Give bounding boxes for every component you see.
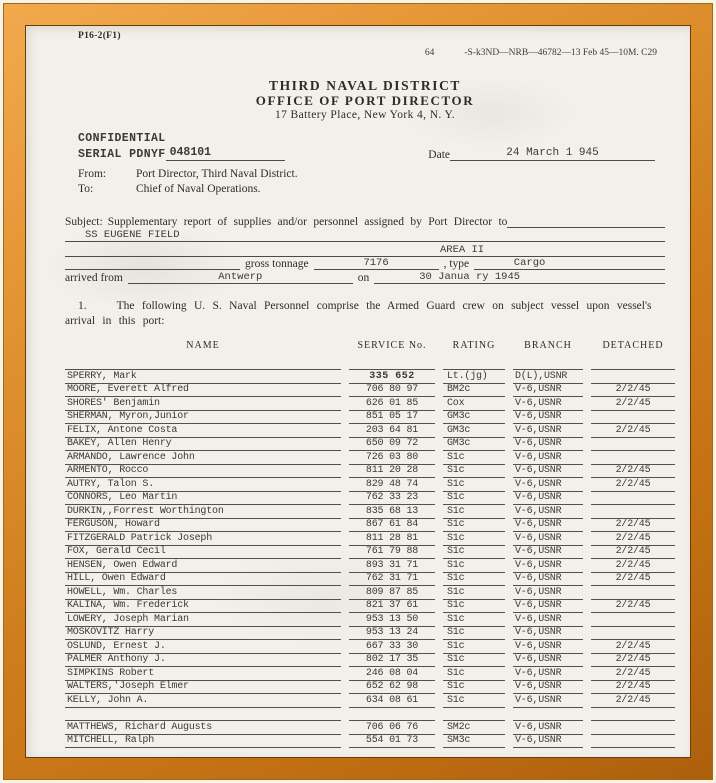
- cell-service-no: 706 06 76: [349, 721, 435, 735]
- cell-detached: [591, 626, 675, 640]
- table-row: [65, 626, 665, 640]
- cell-rating: S1c: [443, 545, 505, 559]
- cell-service-no: 726 03 80: [349, 451, 435, 465]
- table-row: [65, 464, 665, 478]
- cell-detached: [591, 370, 675, 384]
- cell-rating: S1c: [443, 478, 505, 492]
- table-row: [65, 545, 665, 559]
- subject-block: [65, 214, 665, 284]
- cell-detached: 2/2/45: [591, 572, 675, 586]
- table-row: [65, 437, 665, 451]
- cell-branch: V-6,USNR: [513, 694, 583, 708]
- cell-detached: 2/2/45: [591, 640, 675, 654]
- cell-service-no: 851 05 17: [349, 410, 435, 424]
- table-row: [65, 518, 665, 532]
- cell-rating: S1c: [443, 626, 505, 640]
- col-header-branch: BRANCH: [524, 340, 572, 351]
- type-label: , type: [443, 258, 470, 270]
- cell-rating: S1c: [443, 653, 505, 667]
- cell-branch: [513, 707, 583, 721]
- vessel-line: [65, 228, 665, 243]
- cell-detached: [591, 356, 675, 370]
- cell-rating: [443, 707, 505, 721]
- cell-name: MOSKOVITZ Harry: [65, 626, 341, 640]
- cell-rating: S1c: [443, 464, 505, 478]
- cell-service-no: 335 652: [349, 370, 435, 384]
- cell-branch: [513, 755, 583, 759]
- cell-service-no: 634 08 61: [349, 694, 435, 708]
- subject-line: [65, 214, 665, 228]
- cell-rating: S1c: [443, 532, 505, 546]
- cell-name: KELLY, John A.: [65, 694, 341, 708]
- serial-number: 048101: [166, 146, 285, 161]
- personnel-table-header: [65, 340, 665, 351]
- office-name: OFFICE OF PORT DIRECTOR: [255, 93, 475, 108]
- to-line: [78, 182, 665, 197]
- document-paper: [25, 25, 691, 758]
- cell-detached: [591, 707, 675, 721]
- cell-name: HOWELL, Wm. Charles: [65, 586, 341, 600]
- cell-service-no: 811 28 81: [349, 532, 435, 546]
- table-row: [65, 653, 665, 667]
- area-line: [65, 242, 665, 257]
- cell-rating: S1c: [443, 491, 505, 505]
- table-row: [65, 694, 665, 708]
- cell-branch: V-6,USNR: [513, 545, 583, 559]
- cell-name: DURKIN,,Forrest Worthington: [65, 505, 341, 519]
- table-row: [65, 559, 665, 573]
- cell-detached: 2/2/45: [591, 694, 675, 708]
- cell-branch: V-6,USNR: [513, 478, 583, 492]
- cell-rating: GM3c: [443, 437, 505, 451]
- paragraph-1-number: 1.: [78, 299, 87, 312]
- cell-detached: 2/2/45: [591, 559, 675, 573]
- cell-detached: 2/2/45: [591, 383, 675, 397]
- cell-name: ARMANDO, Lawrence John: [65, 451, 341, 465]
- cell-detached: 2/2/45: [591, 518, 675, 532]
- cell-detached: 2/2/45: [591, 532, 675, 546]
- cell-rating: BM2c: [443, 383, 505, 397]
- col-header-rating: RATING: [452, 340, 496, 351]
- cell-service-no: 626 01 85: [349, 397, 435, 411]
- cell-service-no: 811 20 28: [349, 464, 435, 478]
- cell-detached: [591, 437, 675, 451]
- cell-name: [65, 707, 341, 721]
- cell-rating: SM3c: [443, 734, 505, 748]
- subject-label: Subject:: [65, 215, 103, 228]
- cell-name: CONNORS, Leo Martin: [65, 491, 341, 505]
- cell-service-no: 762 33 23: [349, 491, 435, 505]
- table-row: [65, 586, 665, 600]
- cell-branch: D(L),USNR: [513, 370, 583, 384]
- personnel-rows: [65, 356, 665, 758]
- subject-fill-rule: [507, 213, 665, 228]
- table-row: [65, 356, 665, 370]
- print-code: -S-k3ND—NRB—46782—13 Feb 45—10M. C29: [464, 48, 657, 58]
- cell-service-no: [349, 755, 435, 759]
- cell-name: MITCHELL, Ralph: [65, 734, 341, 748]
- table-row: [65, 383, 665, 397]
- cell-name: ARMENTO, Rocco: [65, 464, 341, 478]
- gross-tonnage-value: 7176: [363, 257, 389, 269]
- cell-rating: S1c: [443, 518, 505, 532]
- from-to-block: [78, 167, 665, 196]
- cell-detached: [591, 586, 675, 600]
- cell-name: SIMPKINS Robert: [65, 667, 341, 681]
- cell-detached: 2/2/45: [591, 545, 675, 559]
- date-value: 24 March 1 945: [450, 147, 655, 161]
- cell-name: HENSEN, Owen Edward: [65, 559, 341, 573]
- table-row: [65, 410, 665, 424]
- cell-rating: S1c: [443, 572, 505, 586]
- cell-branch: V-6,USNR: [513, 464, 583, 478]
- cell-rating: Cox: [443, 397, 505, 411]
- cell-detached: [591, 505, 675, 519]
- cell-detached: 2/2/45: [591, 397, 675, 411]
- cell-branch: V-6,USNR: [513, 626, 583, 640]
- cell-name: SHORES' Benjamin: [65, 397, 341, 411]
- cell-branch: V-6,USNR: [513, 653, 583, 667]
- cell-service-no: 953 13 24: [349, 626, 435, 640]
- cell-rating: S1c: [443, 680, 505, 694]
- cell-branch: V-6,USNR: [513, 532, 583, 546]
- type-value: Cargo: [513, 257, 546, 269]
- to-label: To:: [78, 182, 94, 195]
- cell-name: FITZGERALD Patrick Joseph: [65, 532, 341, 546]
- cell-name: OSLUND, Ernest J.: [65, 640, 341, 654]
- cell-branch: V-6,USNR: [513, 572, 583, 586]
- cell-name: PALMER Anthony J.: [65, 653, 341, 667]
- cell-branch: V-6,USNR: [513, 397, 583, 411]
- table-row: [65, 532, 665, 546]
- cell-detached: 2/2/45: [591, 653, 675, 667]
- table-row: [65, 572, 665, 586]
- col-header-service: SERVICE No.: [357, 340, 427, 351]
- table-row: [65, 613, 665, 627]
- subject-text: Supplementary report of supplies and/or personnel assigned by Port Director to: [107, 215, 508, 228]
- from-label: From:: [78, 168, 107, 180]
- tonnage-line: [65, 257, 665, 271]
- cell-detached: [591, 721, 675, 735]
- cell-branch: V-6,USNR: [513, 599, 583, 613]
- cell-branch: V-6,USNR: [513, 586, 583, 600]
- tonnage-lead-rule: [65, 256, 240, 271]
- table-row: [65, 707, 665, 721]
- cell-rating: S1c: [443, 640, 505, 654]
- cell-name: FOX, Gerald Cecil: [65, 545, 341, 559]
- cell-service-no: 706 80 97: [349, 383, 435, 397]
- cell-name: [65, 356, 341, 370]
- from-line: [78, 167, 665, 182]
- table-row: [65, 397, 665, 411]
- cell-name: LOWERY, Joseph Marian: [65, 613, 341, 627]
- cell-rating: SM2c: [443, 721, 505, 735]
- type-rule: [474, 256, 665, 271]
- cell-name: MATTHEWS, Richard Augusts: [65, 721, 341, 735]
- arrived-line: [65, 270, 665, 284]
- cell-branch: V-6,USNR: [513, 559, 583, 573]
- table-row: [65, 680, 665, 694]
- cell-rating: S1c: [443, 451, 505, 465]
- cell-branch: V-6,USNR: [513, 410, 583, 424]
- cell-detached: 2/2/45: [591, 478, 675, 492]
- cell-rating: S1c: [443, 586, 505, 600]
- cell-service-no: [349, 356, 435, 370]
- cell-rating: S1c: [443, 505, 505, 519]
- cell-branch: V-6,USNR: [513, 721, 583, 735]
- on-label: on: [357, 271, 370, 284]
- from-value: Port Director, Third Naval District.: [136, 168, 298, 180]
- table-row: [65, 667, 665, 681]
- cell-service-no: 762 31 71: [349, 572, 435, 586]
- cell-name: KALINA, Wm. Frederick: [65, 599, 341, 613]
- paragraph-1-text: The following U. S. Naval Personnel comprise the Armed Guard crew on subject vessel upon vessel's arrival in this port:: [65, 299, 652, 327]
- arrived-on-value: 30 Janua ry 1945: [419, 270, 521, 283]
- cell-rating: S1c: [443, 599, 505, 613]
- cell-name: FELIX, Antone Costa: [65, 424, 341, 438]
- cell-branch: [513, 356, 583, 370]
- cell-service-no: 953 13 50: [349, 613, 435, 627]
- cell-name: MOORE, Everett Alfred: [65, 383, 341, 397]
- cell-detached: 2/2/45: [591, 667, 675, 681]
- serial-date-row: [78, 146, 665, 161]
- cell-service-no: 893 31 71: [349, 559, 435, 573]
- cell-service-no: 652 62 98: [349, 680, 435, 694]
- table-row: [65, 491, 665, 505]
- cell-branch: V-6,USNR: [513, 491, 583, 505]
- cell-service-no: [349, 707, 435, 721]
- office-address: 17 Battery Place, New York 4, N. Y.: [274, 109, 456, 121]
- print-code-line: [65, 48, 657, 58]
- cell-rating: GM3c: [443, 410, 505, 424]
- cell-service-no: 203 64 81: [349, 424, 435, 438]
- cell-service-no: 835 68 13: [349, 505, 435, 519]
- cell-detached: [591, 451, 675, 465]
- table-row: [65, 478, 665, 492]
- document-content: [25, 25, 691, 758]
- cell-branch: V-6,USNR: [513, 640, 583, 654]
- gross-tonnage-label: gross tonnage: [245, 258, 309, 270]
- paragraph-1: [65, 299, 665, 329]
- table-row: [65, 505, 665, 519]
- org-name: THIRD NAVAL DISTRICT: [268, 78, 462, 93]
- cell-detached: [591, 755, 675, 759]
- cell-branch: V-6,USNR: [513, 383, 583, 397]
- cell-service-no: 246 08 04: [349, 667, 435, 681]
- cell-rating: S1c: [443, 559, 505, 573]
- cell-name: FERGUSON, Howard: [65, 518, 341, 532]
- cell-detached: 2/2/45: [591, 680, 675, 694]
- cell-branch: V-6,USNR: [513, 680, 583, 694]
- cell-service-no: 867 61 84: [349, 518, 435, 532]
- table-row: [65, 721, 665, 735]
- cell-rating: S1c: [443, 613, 505, 627]
- cell-detached: [591, 410, 675, 424]
- cell-service-no: 761 79 88: [349, 545, 435, 559]
- cell-rating: [443, 356, 505, 370]
- cell-detached: 2/2/45: [591, 464, 675, 478]
- cell-branch: V-6,USNR: [513, 667, 583, 681]
- cell-detached: [591, 734, 675, 748]
- serial-label: SERIAL PDNYF: [78, 148, 166, 161]
- form-number: P16-2(F1): [78, 31, 121, 41]
- cell-rating: Lt.(jg): [443, 370, 505, 384]
- to-value: Chief of Naval Operations.: [136, 182, 261, 195]
- cell-rating: S1c: [443, 694, 505, 708]
- print-code-page: 64: [424, 48, 435, 58]
- gross-tonnage-rule: [314, 256, 439, 271]
- cell-name: SPERRY, Mark: [65, 370, 341, 384]
- cell-name: WALTERS,'Joseph Elmer: [65, 680, 341, 694]
- table-row: [65, 370, 665, 384]
- cell-branch: V-6,USNR: [513, 734, 583, 748]
- table-row: [65, 640, 665, 654]
- classification-stamp: CONFIDENTIAL: [78, 132, 166, 145]
- table-row: [65, 755, 665, 759]
- cell-branch: V-6,USNR: [513, 518, 583, 532]
- cell-name: BAKEY, Allen Henry: [65, 437, 341, 451]
- table-row: [65, 599, 665, 613]
- arrived-on-rule: [374, 269, 665, 284]
- cell-branch: V-6,USNR: [513, 451, 583, 465]
- table-row: [65, 734, 665, 748]
- cell-detached: [591, 491, 675, 505]
- cell-branch: V-6,USNR: [513, 613, 583, 627]
- cell-detached: 2/2/45: [591, 599, 675, 613]
- col-header-detached: DETACHED: [602, 340, 664, 351]
- cell-service-no: 829 48 74: [349, 478, 435, 492]
- cell-service-no: 809 87 85: [349, 586, 435, 600]
- date-group: [428, 147, 655, 161]
- cell-rating: S1c: [443, 667, 505, 681]
- cell-service-no: 554 01 73: [349, 734, 435, 748]
- cell-name: [65, 755, 341, 759]
- cell-detached: 2/2/45: [591, 424, 675, 438]
- cell-branch: V-6,USNR: [513, 424, 583, 438]
- cell-service-no: 667 33 30: [349, 640, 435, 654]
- cell-branch: V-6,USNR: [513, 505, 583, 519]
- cell-rating: [443, 755, 505, 759]
- cell-service-no: 650 09 72: [349, 437, 435, 451]
- vessel-name: SS EUGENE FIELD: [85, 229, 180, 241]
- cell-rating: GM3c: [443, 424, 505, 438]
- cell-branch: V-6,USNR: [513, 437, 583, 451]
- cell-service-no: 821 37 61: [349, 599, 435, 613]
- cell-service-no: 802 17 35: [349, 653, 435, 667]
- date-label: Date: [428, 149, 450, 161]
- cell-name: HILL, Owen Edward: [65, 572, 341, 586]
- cell-name: SHERMAN, Myron,Junior: [65, 410, 341, 424]
- letterhead: [65, 78, 665, 123]
- arrived-from-rule: [128, 269, 353, 284]
- picture-frame: [4, 4, 712, 779]
- arrived-from-value: Antwerp: [218, 270, 263, 283]
- area-value: AREA II: [440, 243, 485, 256]
- cell-detached: [591, 613, 675, 627]
- table-row: [65, 451, 665, 465]
- col-header-name: NAME: [186, 340, 220, 351]
- cell-name: AUTRY, Talon S.: [65, 478, 341, 492]
- arrived-from-label: arrived from: [65, 271, 123, 284]
- table-row: [65, 424, 665, 438]
